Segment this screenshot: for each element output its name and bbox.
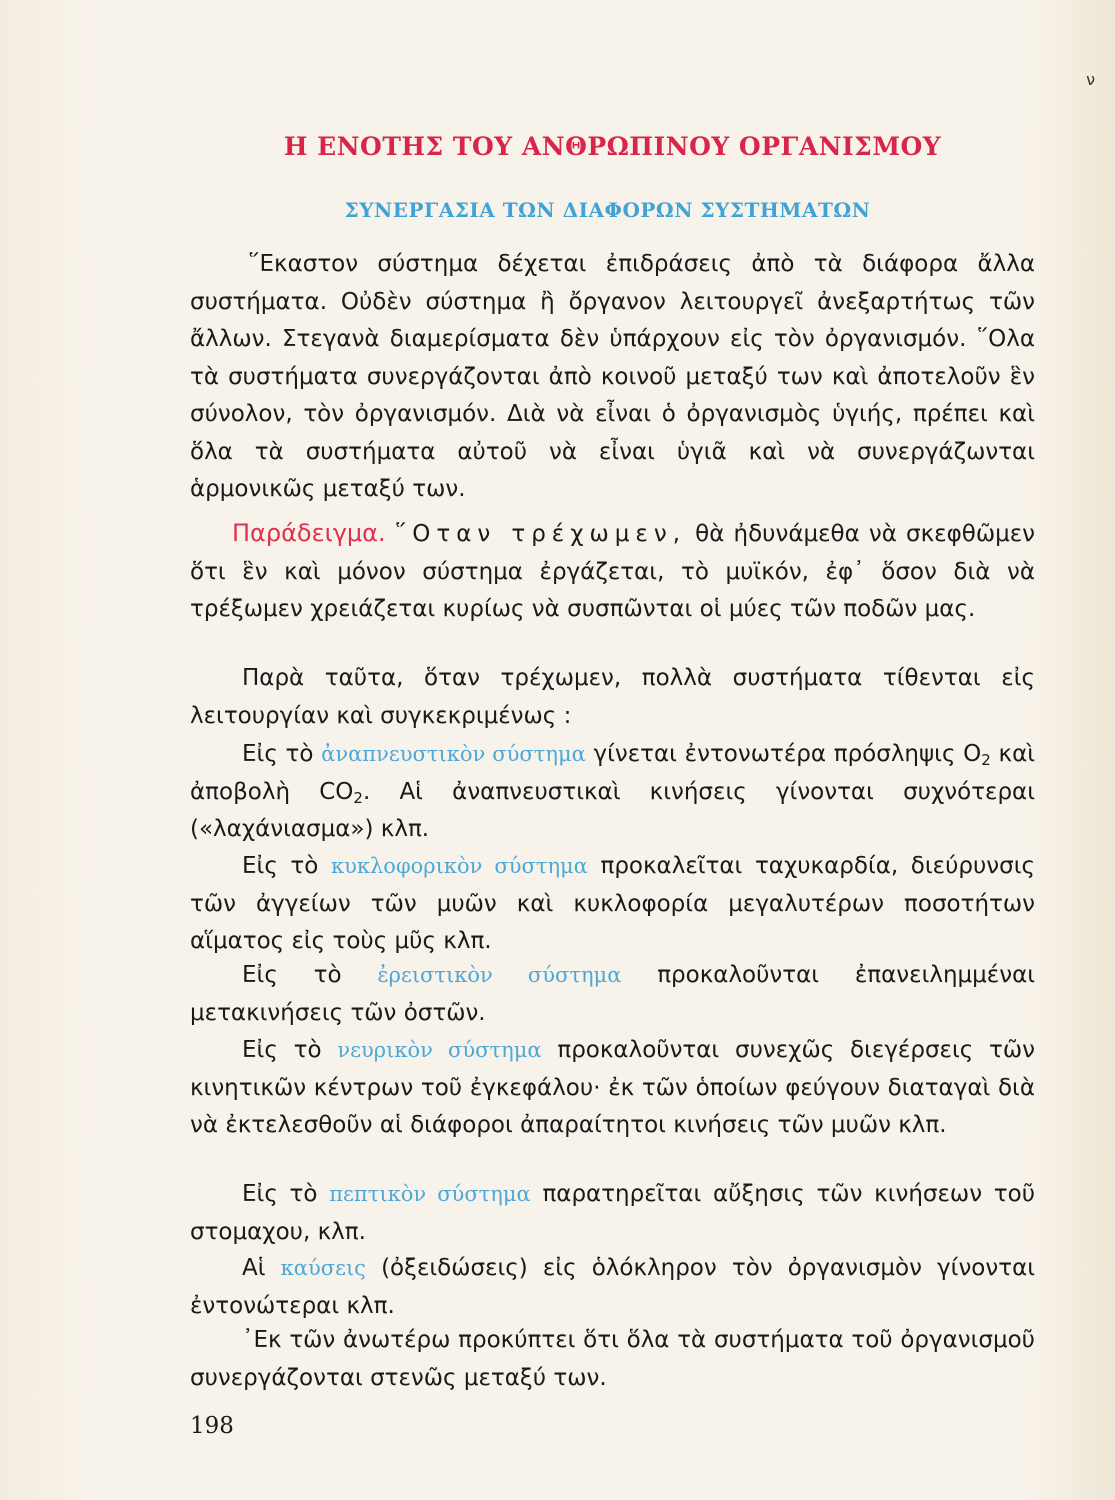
example-paragraph — [190, 515, 1035, 629]
system-name: ἀναπνευστικὸν σύστημα — [321, 742, 586, 766]
example-label: Παράδειγμα. — [232, 519, 386, 547]
system-text: (ὀξειδώσεις) εἰς ὁλόκληρον τὸν ὀργανισμὸν γίνονται ἐντονώτεραι κλπ. — [190, 1255, 1036, 1319]
system-name: πεπτικὸν σύστημα — [329, 1182, 531, 1206]
system-respiratory: Εἰς τὸ ἀναπνευστικὸν σύστημα γίνεται ἐντονωτέρα πρόσληψις $O_2$ καὶ ἀποβολὴ $CO_2$. Αἱ ἀναπνευστικαὶ κινήσεις γίνονται συχνότεραι («λαχάνιασμα») κλπ. — [190, 741, 1036, 842]
system-name: νευρικὸν σύστημα — [337, 1038, 542, 1062]
system-text: παρατηρεῖται αὔξησις τῶν κινήσεων τοῦ στομαχου, κλπ. — [190, 1181, 1036, 1245]
system-nervous — [190, 1032, 1035, 1145]
section-subtitle: ΣΥΝΕΡΓΑΣΙΑ ΤΩΝ ΔΙΑΦΟΡΩΝ ΣΥΣΤΗΜΑΤΩΝ — [344, 198, 871, 222]
system-text: προκαλοῦνται συνεχῶς διεγέρσεις τῶν κινητικῶν κέντρων τοῦ ἐγκεφάλου· ἐκ τῶν ὁποίων φεύγουν διαταγαὶ διὰ νὰ ἐκτελεσθοῦν αἱ διάφοροι ἀπαραίτητοι κινήσεις τῶν μυῶν κλπ. — [190, 1037, 1036, 1138]
system-prefix: Εἰς τὸ — [242, 741, 314, 767]
chapter-title: Η ΕΝΟΤΗΣ ΤΟΥ ΑΝΘΡΩΠΙΝΟΥ ΟΡΓΑΝΙΣΜΟΥ — [283, 132, 942, 161]
example-spaced-phrase: ῞Οταν τρέχωμεν, — [394, 521, 687, 547]
corner-mark: ν — [1086, 70, 1095, 89]
system-text: προκαλοῦνται ἐπανειλημμέναι μετακινήσεις τῶν ὀστῶν. — [190, 962, 1036, 1026]
system-name: καύσεις — [280, 1256, 366, 1280]
system-prefix: Εἰς τὸ — [242, 1037, 322, 1063]
system-digestive — [190, 1176, 1035, 1251]
system-name: κυκλοφορικὸν σύστημα — [330, 854, 588, 878]
combustions-paragraph — [190, 1250, 1035, 1325]
conclusion-paragraph: ᾿Εκ τῶν ἀνωτέρω προκύπτει ὅτι ὅλα τὰ συστήματα τοῦ ὀργανισμοῦ συνεργάζονται στενῶς μεταξύ των. — [190, 1327, 1035, 1391]
example-text: θὰ ἠδυνάμεθα νὰ σκεφθῶμεν ὅτι ἓν καὶ μόνον σύστημα ἐργάζεται, τὸ μυϊκόν, ἐφ᾽ ὅσον διὰ νὰ τρέξωμεν χρειάζεται κυρίως νὰ συσπῶνται οἱ μύες τῶν ποδῶν μας. — [190, 521, 1036, 622]
system-prefix: Εἰς τὸ — [242, 962, 342, 988]
intro-paragraph: ῞Εκαστον σύστημα δέχεται ἐπιδράσεις ἀπὸ τὰ διάφορα ἄλλα συστήματα. Οὐδὲν σύστημα ἢ ὄργανον λειτουργεῖ ἀνεξαρτήτως τῶν ἄλλων. Στεγανὰ διαμερίσματα δὲν ὑπάρχουν εἰς τὸν ὀργανισμόν. ῞Ολα τὰ συστήματα συνεργάζονται ἀπὸ κοινοῦ μεταξύ των καὶ ἀποτελοῦν ἓν σύνολον, τὸν ὀργανισμόν. Διὰ νὰ εἶναι ὁ ὀργανισμὸς ὑγιής, πρέπει καὶ ὅλα τὰ συστήματα αὐτοῦ νὰ εἶναι ὑγιᾶ καὶ νὰ συνεργάζωνται ἁρμονικῶς μεταξύ των. — [190, 251, 1035, 502]
system-prefix: Εἰς τὸ — [242, 1181, 318, 1207]
despite-paragraph: Παρὰ ταῦτα, ὅταν τρέχωμεν, πολλὰ συστήματα τίθενται εἰς λειτουργίαν καὶ συγκεκριμένως : — [190, 665, 1035, 729]
system-prefix: Αἱ — [242, 1255, 266, 1281]
system-text: προκαλεῖται ταχυκαρδία, διεύρυνσις τῶν ἀγγείων τῶν μυῶν καὶ κυκλοφορία μεγαλυτέρων ποσοτήτων αἵματος εἰς τοὺς μῦς κλπ. — [190, 853, 1036, 954]
system-circulatory — [190, 848, 1035, 961]
system-name: ἐρειστικὸν σύστημα — [377, 963, 622, 987]
system-prefix: Εἰς τὸ — [242, 853, 319, 879]
system-skeletal — [190, 957, 1035, 1032]
page-number: 198 — [190, 1413, 234, 1439]
